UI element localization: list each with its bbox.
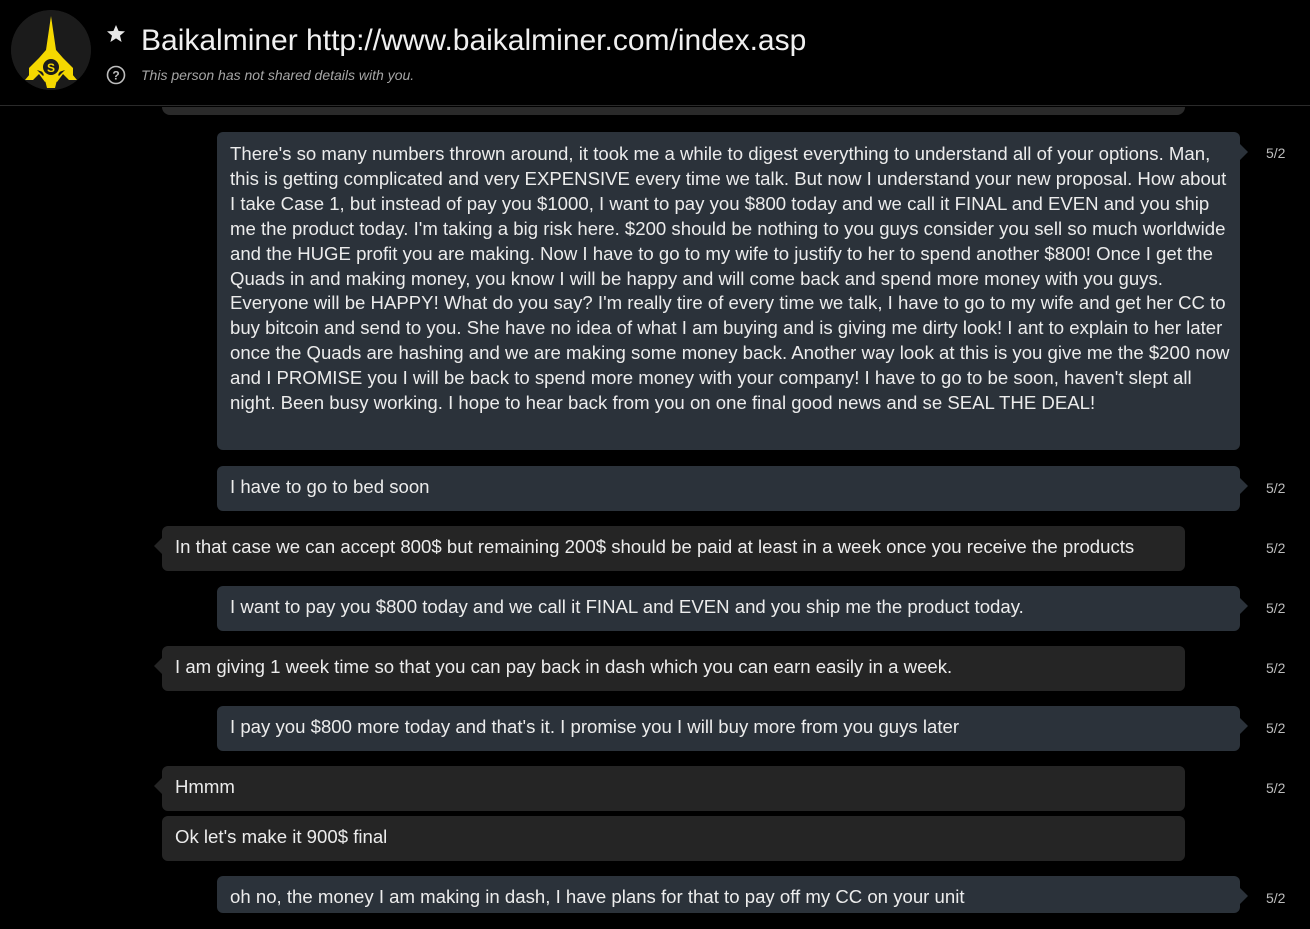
message-text: Hmmm — [175, 776, 235, 797]
contact-avatar[interactable] — [11, 10, 91, 90]
star-icon[interactable] — [106, 24, 126, 44]
message-text: I am giving 1 week time so that you can pay back in dash which you can earn easily in a week. — [175, 656, 953, 677]
message-bubble-outgoing[interactable] — [217, 466, 1240, 511]
message-bubble-outgoing[interactable] — [217, 132, 1240, 450]
message-bubble-outgoing[interactable] — [217, 876, 1240, 913]
svg-text:?: ? — [112, 68, 120, 83]
message-thread[interactable] — [0, 107, 1310, 929]
message-bubble-incoming[interactable] — [162, 766, 1185, 811]
message-text: There's so many numbers thrown around, it took me a while to digest everything to understand all of your options. Man, this is getting complicated and very EXPENSIVE every time we talk. But now I understand your new proposal. How about I take Case 1, but instead of pay you $1000, I want to pay you $800 today and we call it FINAL and EVEN and you ship me the product today. I'm taking a big risk here. $200 should be nothing to you guys consider you sell so much worldwide and the HUGE profit you are making. Now I have to go to my wife to justify to her to spend another $800! Once I get the Quads in and making money, you know I will be happy and will come back and spend more money with you guys. Everyone will be HAPPY! What do you say? I'm really tire of every time we talk, I have to go to my wife and get her CC to buy bitcoin and send to you. She have no idea of what I am buying and is giving me dirty look! I ant to explain to her later once the Quads are hashing and we are making some money back. Another way look at this is you give me the $200 now and I PROMISE you I will be back to spend more money with your company! I have to go to be soon, haven't slept all night. Been busy working. I hope to hear back from you on one final good news and se SEAL THE DEAL! — [230, 143, 1230, 414]
message-bubble-incoming[interactable] — [162, 816, 1185, 861]
message-bubble-incoming[interactable] — [162, 526, 1185, 571]
message-bubble-outgoing[interactable] — [217, 706, 1240, 751]
message-date: 5/2 — [1266, 600, 1286, 616]
previous-message-edge — [162, 107, 1185, 115]
message-date: 5/2 — [1266, 660, 1286, 676]
message-date: 5/2 — [1266, 720, 1286, 736]
conversation-header — [0, 0, 1310, 106]
svg-text:S: S — [46, 61, 56, 75]
baikalminer-logo-icon — [11, 10, 91, 90]
message-date: 5/2 — [1266, 890, 1286, 906]
question-circle-icon[interactable] — [106, 65, 126, 85]
message-text: I want to pay you $800 today and we call it FINAL and EVEN and you ship me the product today. — [230, 596, 1024, 617]
message-bubble-incoming[interactable] — [162, 646, 1185, 691]
message-text: I have to go to bed soon — [230, 476, 430, 497]
message-bubble-outgoing[interactable] — [217, 586, 1240, 631]
message-text: Ok let's make it 900$ final — [175, 826, 388, 847]
message-date: 5/2 — [1266, 480, 1286, 496]
message-text: oh no, the money I am making in dash, I have plans for that to pay off my CC on your unit — [230, 886, 965, 907]
message-date: 5/2 — [1266, 540, 1286, 556]
contact-title: Baikalminer http://www.baikalminer.com/index.asp — [141, 24, 807, 57]
message-date: 5/2 — [1266, 145, 1286, 161]
message-text: I pay you $800 more today and that's it. I promise you I will buy more from you guys later — [230, 716, 960, 737]
message-text: In that case we can accept 800$ but remaining 200$ should be paid at least in a week once you receive the products — [175, 536, 1135, 557]
message-date: 5/2 — [1266, 780, 1286, 796]
contact-details-note: This person has not shared details with you. — [141, 67, 415, 83]
